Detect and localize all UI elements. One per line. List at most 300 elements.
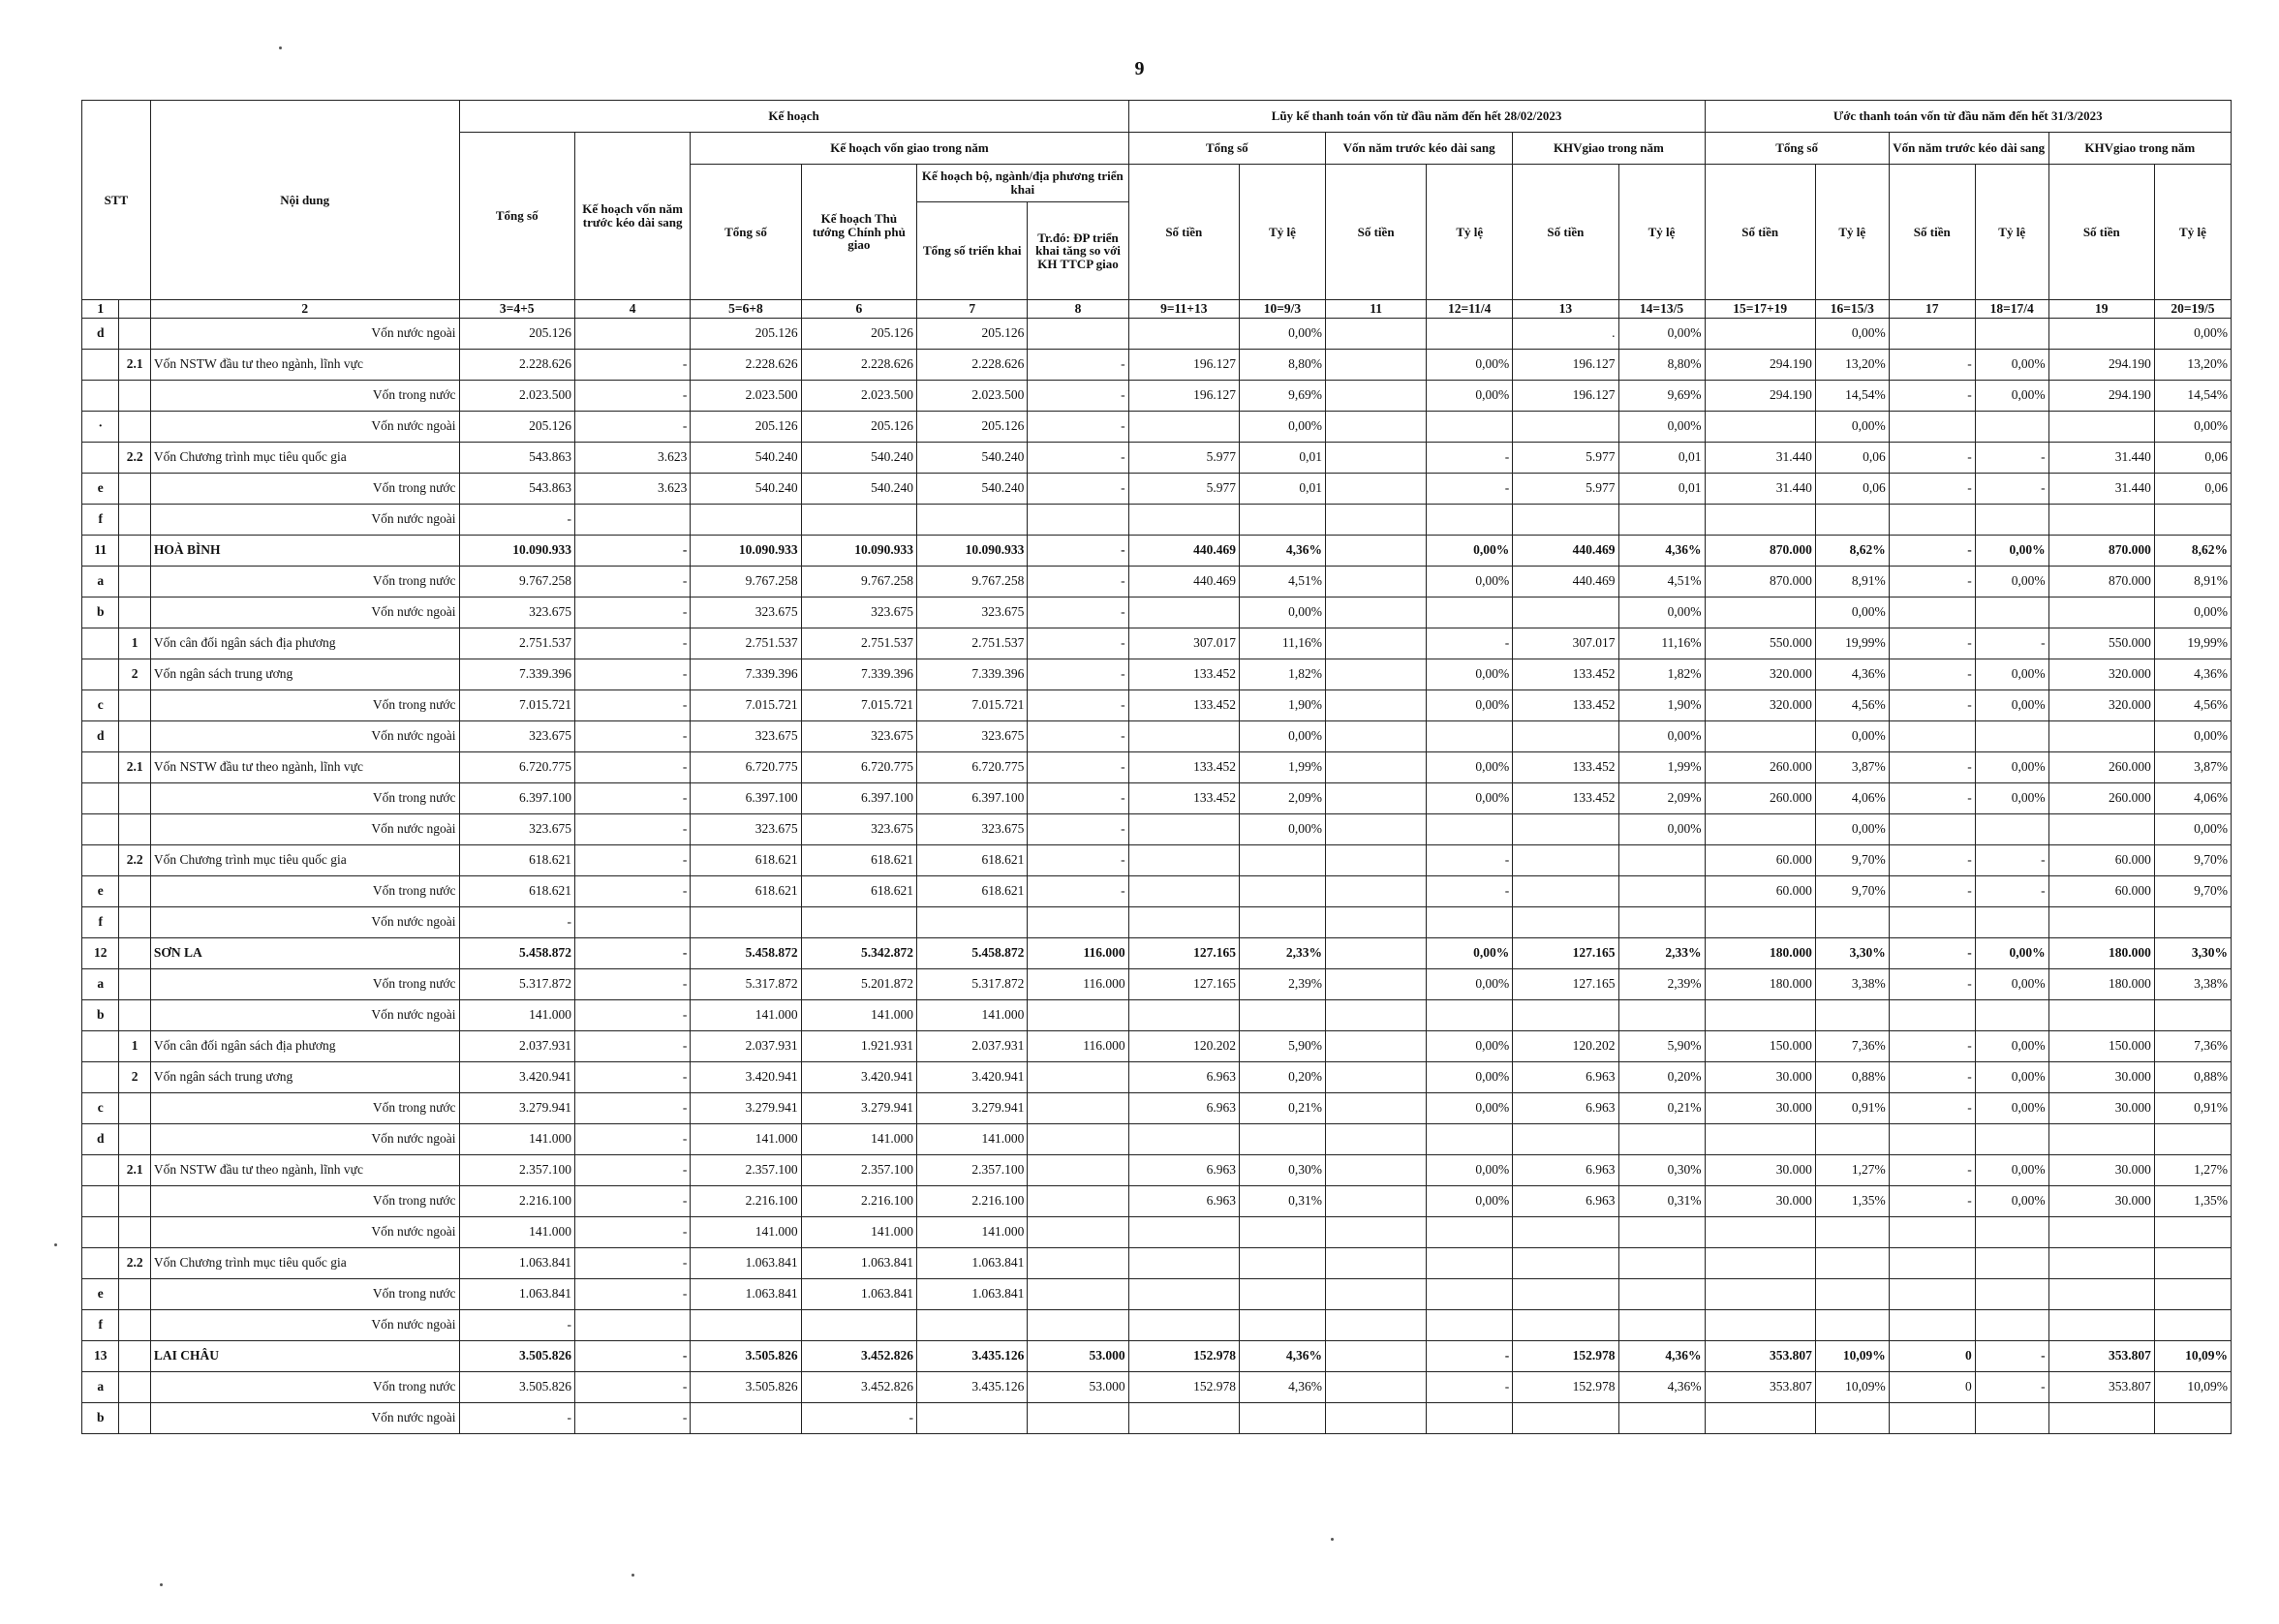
row-value: 870.000: [2048, 567, 2154, 598]
row-value: 543.863: [459, 474, 574, 505]
row-value: -: [801, 1403, 916, 1434]
row-value: -: [574, 412, 690, 443]
row-value: [1513, 598, 1618, 628]
row-value: [1128, 721, 1239, 752]
row-value: -: [1427, 628, 1513, 659]
row-value: -: [1028, 845, 1128, 876]
row-value: 307.017: [1513, 628, 1618, 659]
column-number: 2: [150, 300, 459, 319]
row-value: [1815, 1279, 1889, 1310]
row-stt: 11: [82, 536, 119, 567]
row-value: [801, 907, 916, 938]
row-value: [1325, 319, 1426, 350]
row-value: [1513, 1403, 1618, 1434]
row-value: 260.000: [2048, 783, 2154, 814]
row-value: [1705, 721, 1815, 752]
row-value: [1705, 505, 1815, 536]
row-value: [1427, 1279, 1513, 1310]
row-value: [1513, 1310, 1618, 1341]
row-value: -: [574, 969, 690, 1000]
row-value: -: [574, 1155, 690, 1186]
row-value: 7.015.721: [691, 690, 801, 721]
table-row: [82, 969, 2232, 1000]
row-value: 5,90%: [1239, 1031, 1325, 1062]
row-value: [1325, 1310, 1426, 1341]
row-value: 1,35%: [2154, 1186, 2231, 1217]
header-giao-tong-so: Tổng số: [691, 165, 801, 300]
column-number: 18=17/4: [1975, 300, 2048, 319]
row-value: [1325, 969, 1426, 1000]
row-value: 7.015.721: [917, 690, 1028, 721]
row-value: [1975, 721, 2048, 752]
header-luy-ke: Lũy kế thanh toán vốn từ đầu năm đến hết 28/02/2023: [1128, 101, 1705, 133]
row-value: -: [574, 659, 690, 690]
row-value: 141.000: [917, 1000, 1028, 1031]
row-value: 4,36%: [1618, 1372, 1705, 1403]
header-tr-do: Tr.đó: ĐP triển khai tăng so với KH TTCP giao: [1028, 202, 1128, 300]
row-stt: [82, 1217, 119, 1248]
row-value: [1513, 1279, 1618, 1310]
row-value: 1.063.841: [801, 1279, 916, 1310]
row-value: [1618, 1403, 1705, 1434]
row-value: [1239, 845, 1325, 876]
row-value: [1889, 412, 1975, 443]
row-value: -: [574, 845, 690, 876]
row-sub-index: [119, 1093, 150, 1124]
row-value: [1325, 1093, 1426, 1124]
row-value: 7.015.721: [459, 690, 574, 721]
row-value: 2.751.537: [801, 628, 916, 659]
row-value: -: [459, 1403, 574, 1434]
table-row: [82, 1155, 2232, 1186]
row-value: [1513, 721, 1618, 752]
row-value: 1.063.841: [917, 1248, 1028, 1279]
row-value: 0,00%: [2154, 721, 2231, 752]
row-content: Vốn trong nước: [150, 969, 459, 1000]
row-value: [1618, 907, 1705, 938]
row-value: 141.000: [459, 1124, 574, 1155]
row-value: 870.000: [2048, 536, 2154, 567]
row-value: [1325, 1062, 1426, 1093]
row-content: Vốn nước ngoài: [150, 907, 459, 938]
row-value: [1028, 505, 1128, 536]
row-value: 6.720.775: [459, 752, 574, 783]
row-value: -: [1028, 752, 1128, 783]
row-value: 618.621: [917, 876, 1028, 907]
row-value: [1028, 1279, 1128, 1310]
row-value: 440.469: [1513, 567, 1618, 598]
row-value: [691, 505, 801, 536]
row-value: [1815, 1217, 1889, 1248]
row-value: [1705, 598, 1815, 628]
row-value: 9,69%: [1239, 381, 1325, 412]
header-ty-le: Tỷ lệ: [2154, 165, 2231, 300]
row-content: Vốn nước ngoài: [150, 598, 459, 628]
row-value: 2,09%: [1618, 783, 1705, 814]
row-content: Vốn nước ngoài: [150, 1000, 459, 1031]
row-value: -: [459, 505, 574, 536]
row-value: 1,90%: [1618, 690, 1705, 721]
row-value: [1815, 1403, 1889, 1434]
header-ke-hoach: Kế hoạch: [459, 101, 1128, 133]
row-value: 0,00%: [1239, 721, 1325, 752]
row-value: 9,70%: [2154, 876, 2231, 907]
row-value: [2048, 1124, 2154, 1155]
row-value: 3,30%: [1815, 938, 1889, 969]
row-value: 0,00%: [1815, 319, 1889, 350]
row-value: 6.963: [1513, 1062, 1618, 1093]
row-value: 133.452: [1513, 659, 1618, 690]
row-value: 2.228.626: [801, 350, 916, 381]
row-value: [2048, 598, 2154, 628]
row-value: -: [1889, 969, 1975, 1000]
row-value: [1325, 381, 1426, 412]
row-value: [2154, 1000, 2231, 1031]
row-value: 205.126: [917, 412, 1028, 443]
row-value: 260.000: [1705, 783, 1815, 814]
row-value: 1.063.841: [917, 1279, 1028, 1310]
row-value: 1,35%: [1815, 1186, 1889, 1217]
row-value: 0,00%: [1427, 381, 1513, 412]
row-value: -: [1028, 628, 1128, 659]
row-sub-index: [119, 1279, 150, 1310]
header-kh-tong-so: Tổng số: [459, 133, 574, 300]
row-value: [1889, 1217, 1975, 1248]
row-value: 0,88%: [2154, 1062, 2231, 1093]
column-number: 16=15/3: [1815, 300, 1889, 319]
row-value: 2,39%: [1618, 969, 1705, 1000]
row-value: -: [1889, 659, 1975, 690]
row-sub-index: 2.1: [119, 752, 150, 783]
row-sub-index: [119, 721, 150, 752]
row-value: 141.000: [917, 1217, 1028, 1248]
row-content: Vốn trong nước: [150, 1093, 459, 1124]
row-value: 5.458.872: [459, 938, 574, 969]
table-row: [82, 659, 2232, 690]
row-stt: [82, 628, 119, 659]
row-value: [1975, 1403, 2048, 1434]
row-value: [1325, 1248, 1426, 1279]
row-value: 0,31%: [1239, 1186, 1325, 1217]
row-value: -: [1028, 567, 1128, 598]
row-value: [1325, 443, 1426, 474]
row-value: [1705, 1124, 1815, 1155]
row-sub-index: [119, 381, 150, 412]
row-value: [1028, 1310, 1128, 1341]
table-row: [82, 1403, 2232, 1434]
row-value: [1427, 1000, 1513, 1031]
row-value: [1889, 598, 1975, 628]
row-value: 0,00%: [1427, 1093, 1513, 1124]
row-value: -: [574, 1031, 690, 1062]
row-value: -: [1028, 659, 1128, 690]
row-value: [1618, 1248, 1705, 1279]
row-value: -: [1975, 443, 2048, 474]
row-value: 4,36%: [1618, 536, 1705, 567]
row-value: [1128, 845, 1239, 876]
table-row: [82, 1124, 2232, 1155]
row-value: 0,00%: [1975, 381, 2048, 412]
row-value: [1975, 1279, 2048, 1310]
row-value: 31.440: [1705, 443, 1815, 474]
row-stt: [82, 1248, 119, 1279]
row-value: 2.228.626: [691, 350, 801, 381]
row-value: [574, 319, 690, 350]
row-value: 1,27%: [1815, 1155, 1889, 1186]
row-value: 0,00%: [1975, 1186, 2048, 1217]
row-value: 14,54%: [1815, 381, 1889, 412]
row-sub-index: [119, 536, 150, 567]
row-value: 2.023.500: [459, 381, 574, 412]
row-value: 0,00%: [1239, 814, 1325, 845]
row-value: 10.090.933: [801, 536, 916, 567]
row-value: [1705, 1217, 1815, 1248]
row-value: [1325, 814, 1426, 845]
row-value: 323.675: [459, 814, 574, 845]
column-number: 15=17+19: [1705, 300, 1815, 319]
row-value: 0,00%: [1975, 783, 2048, 814]
row-value: [1427, 1403, 1513, 1434]
row-value: [1325, 1155, 1426, 1186]
row-value: -: [574, 1248, 690, 1279]
row-value: 2.216.100: [917, 1186, 1028, 1217]
row-value: 260.000: [1705, 752, 1815, 783]
row-value: 180.000: [2048, 969, 2154, 1000]
row-content: Vốn NSTW đầu tư theo ngành, lĩnh vực: [150, 1155, 459, 1186]
row-value: 2.023.500: [801, 381, 916, 412]
row-value: [1028, 907, 1128, 938]
row-value: [1028, 1403, 1128, 1434]
row-value: 0,00%: [1618, 598, 1705, 628]
row-value: 0,00%: [1427, 536, 1513, 567]
row-value: 53.000: [1028, 1372, 1128, 1403]
row-value: [1513, 412, 1618, 443]
row-value: 3,30%: [2154, 938, 2231, 969]
row-value: [1427, 1248, 1513, 1279]
row-value: 6.397.100: [917, 783, 1028, 814]
row-value: 7.339.396: [917, 659, 1028, 690]
header-so-tien: Số tiền: [1705, 165, 1815, 300]
row-value: 4,51%: [1239, 567, 1325, 598]
row-value: [1325, 938, 1426, 969]
row-content: Vốn nước ngoài: [150, 721, 459, 752]
row-value: 440.469: [1513, 536, 1618, 567]
row-value: 3,87%: [2154, 752, 2231, 783]
table-row: [82, 319, 2232, 350]
row-value: 618.621: [691, 876, 801, 907]
row-value: 0,01: [1239, 474, 1325, 505]
row-value: -: [1889, 350, 1975, 381]
row-content: Vốn NSTW đầu tư theo ngành, lĩnh vực: [150, 350, 459, 381]
row-value: [1513, 1217, 1618, 1248]
row-value: -: [574, 938, 690, 969]
row-value: 0,00%: [1427, 783, 1513, 814]
column-number-row: [82, 300, 2232, 319]
row-value: 6.720.775: [691, 752, 801, 783]
row-value: [691, 1310, 801, 1341]
header-noi-dung: Nội dung: [150, 101, 459, 300]
row-content: LAI CHÂU: [150, 1341, 459, 1372]
row-value: -: [1975, 628, 2048, 659]
row-content: Vốn nước ngoài: [150, 1310, 459, 1341]
row-content: Vốn NSTW đầu tư theo ngành, lĩnh vực: [150, 752, 459, 783]
row-value: [1128, 319, 1239, 350]
row-value: 60.000: [2048, 876, 2154, 907]
row-value: 1,82%: [1618, 659, 1705, 690]
row-content: Vốn Chương trình mục tiêu quốc gia: [150, 443, 459, 474]
row-value: -: [1427, 876, 1513, 907]
row-value: 618.621: [917, 845, 1028, 876]
row-sub-index: 1: [119, 1031, 150, 1062]
header-ty-le: Tỷ lệ: [1239, 165, 1325, 300]
row-value: 60.000: [2048, 845, 2154, 876]
header-uoc-khv-giao: KHVgiao trong năm: [2048, 133, 2231, 165]
row-value: [1618, 876, 1705, 907]
table-row: [82, 1062, 2232, 1093]
row-value: 294.190: [1705, 381, 1815, 412]
row-value: 0,00%: [1975, 1093, 2048, 1124]
row-value: 9.767.258: [801, 567, 916, 598]
row-value: 0,00%: [1427, 938, 1513, 969]
row-value: [2048, 721, 2154, 752]
row-value: 4,56%: [2154, 690, 2231, 721]
row-value: 10.090.933: [917, 536, 1028, 567]
header-ty-le: Tỷ lệ: [1427, 165, 1513, 300]
page-number: 9: [1134, 58, 1145, 79]
row-value: 205.126: [691, 319, 801, 350]
row-value: 323.675: [691, 721, 801, 752]
row-value: 5.201.872: [801, 969, 916, 1000]
row-value: 0,00%: [1975, 1031, 2048, 1062]
row-value: [1325, 567, 1426, 598]
row-value: 30.000: [1705, 1186, 1815, 1217]
row-value: [1028, 1217, 1128, 1248]
row-value: 127.165: [1513, 969, 1618, 1000]
row-value: [2154, 907, 2231, 938]
row-value: 0,21%: [1618, 1093, 1705, 1124]
row-value: 53.000: [1028, 1341, 1128, 1372]
row-value: 180.000: [1705, 938, 1815, 969]
row-value: 0,00%: [1975, 1062, 2048, 1093]
row-value: [1975, 1248, 2048, 1279]
table-row: [82, 536, 2232, 567]
row-value: 323.675: [691, 814, 801, 845]
row-value: 3.420.941: [459, 1062, 574, 1093]
row-value: [1325, 1279, 1426, 1310]
row-stt: [82, 845, 119, 876]
row-value: [1128, 598, 1239, 628]
row-sub-index: [119, 1341, 150, 1372]
row-value: 0,00%: [1427, 1155, 1513, 1186]
row-value: [2048, 1279, 2154, 1310]
row-value: [2154, 1217, 2231, 1248]
row-value: 116.000: [1028, 938, 1128, 969]
row-value: 30.000: [2048, 1155, 2154, 1186]
row-content: Vốn trong nước: [150, 1279, 459, 1310]
row-value: -: [1028, 381, 1128, 412]
row-value: -: [574, 721, 690, 752]
row-value: [1815, 1000, 1889, 1031]
row-content: Vốn ngân sách trung ương: [150, 659, 459, 690]
row-value: [1815, 1248, 1889, 1279]
row-value: 6.963: [1128, 1155, 1239, 1186]
row-value: 6.720.775: [801, 752, 916, 783]
row-value: 0,00%: [1618, 412, 1705, 443]
row-value: -: [1028, 536, 1128, 567]
row-value: [1618, 505, 1705, 536]
row-value: [1325, 1372, 1426, 1403]
row-sub-index: 2.2: [119, 845, 150, 876]
table-row: [82, 1372, 2232, 1403]
row-value: [1889, 907, 1975, 938]
row-value: 1.063.841: [459, 1248, 574, 1279]
row-value: 320.000: [1705, 659, 1815, 690]
row-value: 127.165: [1128, 938, 1239, 969]
row-value: [1239, 1000, 1325, 1031]
row-value: -: [1427, 845, 1513, 876]
row-value: [1325, 1186, 1426, 1217]
row-value: [1975, 505, 2048, 536]
row-content: Vốn cân đối ngân sách địa phương: [150, 1031, 459, 1062]
row-value: 2.037.931: [691, 1031, 801, 1062]
row-value: [1239, 1403, 1325, 1434]
row-value: [917, 505, 1028, 536]
row-value: 0,30%: [1618, 1155, 1705, 1186]
row-value: 3.452.826: [801, 1372, 916, 1403]
row-value: -: [574, 876, 690, 907]
row-value: 5,90%: [1618, 1031, 1705, 1062]
row-sub-index: [119, 969, 150, 1000]
header-lk-von-nam-truoc: Vốn năm trước kéo dài sang: [1325, 133, 1512, 165]
row-value: -: [1975, 1372, 2048, 1403]
row-value: [1239, 1310, 1325, 1341]
row-value: [1975, 814, 2048, 845]
row-value: .: [1513, 319, 1618, 350]
row-value: -: [574, 628, 690, 659]
row-value: [574, 505, 690, 536]
row-value: 0,00%: [1975, 1155, 2048, 1186]
row-sub-index: 2: [119, 659, 150, 690]
row-value: 116.000: [1028, 1031, 1128, 1062]
row-value: 10.090.933: [691, 536, 801, 567]
row-value: [1128, 1403, 1239, 1434]
row-value: 3.435.126: [917, 1341, 1028, 1372]
row-value: [1705, 814, 1815, 845]
row-value: 0,00%: [1975, 690, 2048, 721]
table-row: [82, 845, 2232, 876]
row-value: 14,54%: [2154, 381, 2231, 412]
row-stt: [82, 1062, 119, 1093]
row-value: 2.023.500: [691, 381, 801, 412]
row-value: 0,31%: [1618, 1186, 1705, 1217]
budget-report-table: [81, 100, 2232, 1434]
row-value: 540.240: [801, 443, 916, 474]
row-value: 141.000: [691, 1000, 801, 1031]
row-value: 5.317.872: [917, 969, 1028, 1000]
table-row: [82, 1248, 2232, 1279]
row-sub-index: [119, 876, 150, 907]
row-value: [1325, 690, 1426, 721]
row-value: 0,06: [1815, 443, 1889, 474]
row-sub-index: [119, 474, 150, 505]
row-value: 6.397.100: [691, 783, 801, 814]
row-value: 323.675: [801, 814, 916, 845]
row-value: 8,80%: [1239, 350, 1325, 381]
row-value: 9.767.258: [459, 567, 574, 598]
table-body: [82, 300, 2232, 1434]
row-value: [1618, 1279, 1705, 1310]
row-value: -: [1427, 1372, 1513, 1403]
